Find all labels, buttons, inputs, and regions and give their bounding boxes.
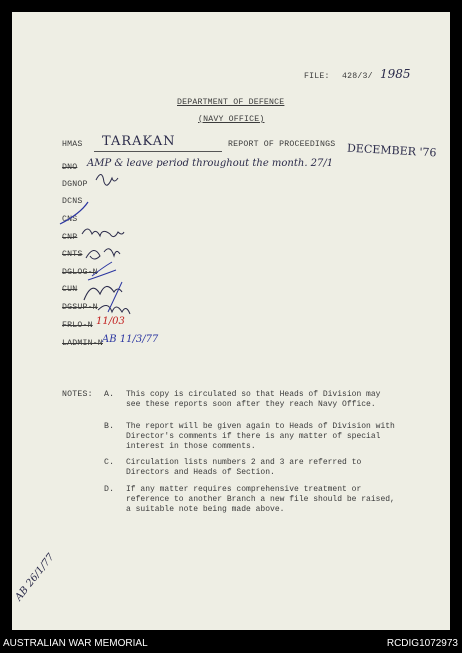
dist-note: 11/03 [96, 316, 125, 327]
note-text: This copy is circulated so that Heads of Division may see these reports soon after they reach Navy Office. [126, 390, 381, 409]
handwritten-initials [12, 12, 450, 630]
dist-code: FRLO-N [62, 321, 93, 330]
dist-code: CNP [62, 233, 78, 242]
dist-code: LADMIN-N [62, 339, 103, 348]
dist-code: CUN [62, 285, 78, 294]
hmas-label: HMAS [62, 140, 83, 149]
file-label: FILE: [304, 72, 330, 81]
note-text: The report will be given again to Heads of Division with Director's comments if there is any matter of special interest in those comments. [126, 422, 395, 451]
department-title: DEPARTMENT OF DEFENCE [177, 98, 285, 107]
footer-right: RCDIG1072973 [386, 638, 458, 649]
dist-code: DGNOP [62, 180, 88, 189]
dist-note: AB 11/3/77 [102, 334, 159, 345]
office-title: (NAVY OFFICE) [198, 115, 265, 124]
dist-code: CNTS [62, 250, 83, 259]
dist-code: DNO [62, 163, 78, 172]
dist-code: CNS [62, 215, 78, 224]
note-letter: A. [104, 390, 115, 399]
ship-name: TARAKAN [102, 134, 176, 149]
file-number-typed: 428/3/ [342, 72, 373, 81]
footer-left: AUSTRALIAN WAR MEMORIAL [3, 638, 148, 649]
file-number-handwritten: 1985 [380, 67, 411, 81]
footer-bar [0, 634, 462, 653]
notes-label: NOTES: [62, 390, 93, 399]
dist-code: DGLOG-N [62, 268, 98, 277]
document-page [12, 12, 450, 630]
dist-code: DCNS [62, 197, 83, 206]
report-label: REPORT OF PROCEEDINGS [228, 140, 336, 149]
dist-code: DGSUP-N [62, 303, 98, 312]
report-month: DECEMBER '76 [346, 141, 437, 160]
note-letter: B. [104, 422, 115, 431]
note-text: Circulation lists numbers 2 and 3 are referred to Directors and Heads of Section. [126, 458, 362, 477]
note-letter: C. [104, 458, 115, 467]
note-letter: D. [104, 485, 115, 494]
signature: AB 26/1/77 [13, 551, 57, 603]
dist-note: AMP & leave period throughout the month. 27/1 [87, 158, 334, 169]
note-text: If any matter requires comprehensive treatment or reference to another Branch a new file should be raised, a suitable note being made above. [126, 485, 395, 514]
